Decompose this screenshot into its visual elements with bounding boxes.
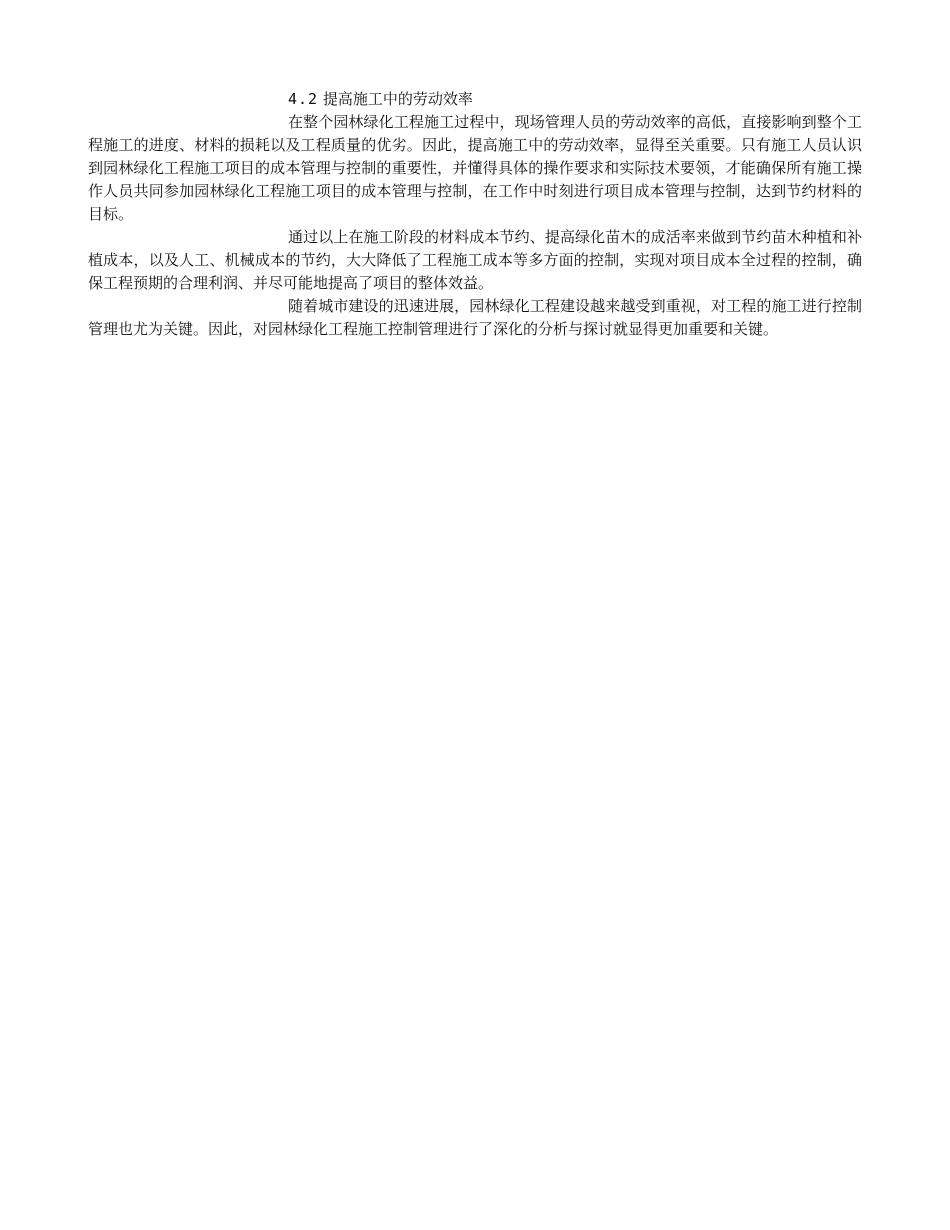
section-number: 4.2 [288,90,319,108]
document-page [88,88,862,341]
paragraph-cost-control: 通过以上在施工阶段的材料成本节约、提高绿化苗木的成活率来做到节约苗木种植和补植成本，以及人工、机械成本的节约，大大降低了工程施工成本等多方面的控制，实现对项目成本全过程的控制，确保工程预期的合理利润、并尽可能地提高了项目的整体效益。 [88,228,862,292]
paragraph-labor-efficiency: 在整个园林绿化工程施工过程中，现场管理人员的劳动效率的高低，直接影响到整个工程施工的进度、材料的损耗以及工程质量的优劣。因此，提高施工中的劳动效率，显得至关重要。只有施工人员认识到园林绿化工程施工项目的成本管理与控制的重要性，并懂得具体的操作要求和实际技术要领，才能确保所有施工操作人员共同参加园林绿化工程施工项目的成本管理与控制，在工作中时刻进行项目成本管理与控制，达到节约材料的目标。 [88,113,862,223]
section-heading [88,88,862,111]
section-title: 提高施工中的劳动效率 [322,90,473,108]
paragraph-conclusion: 随着城市建设的迅速进展，园林绿化工程建设越来越受到重视，对工程的施工进行控制管理也尤为关键。因此，对园林绿化工程施工控制管理进行了深化的分析与探讨就显得更加重要和关键。 [88,297,862,338]
